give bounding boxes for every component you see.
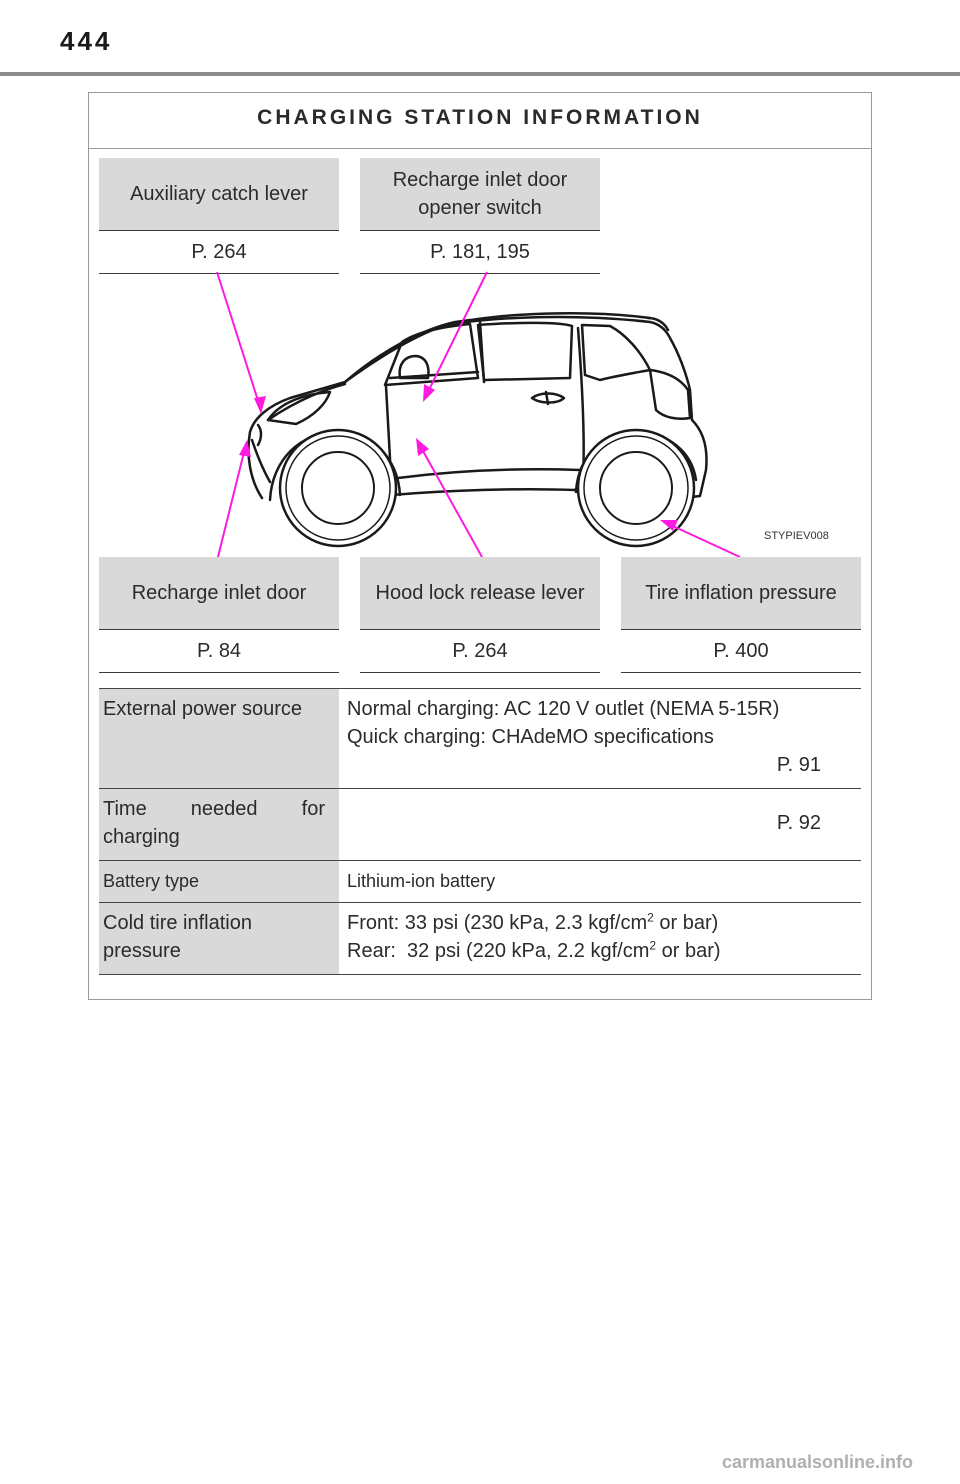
- callout-hood-lock-release-lever: [360, 557, 600, 673]
- spec-value: [347, 689, 855, 789]
- leader-tire-inflation: [664, 522, 740, 557]
- spec-key: Cold tire inflation pressure: [99, 903, 339, 975]
- spec-row-external-power: [99, 688, 861, 789]
- callout-label: Tire inflation pressure: [621, 557, 861, 629]
- callout-page-ref[interactable]: P. 181, 195: [360, 230, 600, 274]
- front-pressure: Front: 33 psi (230 kPa, 2.3 kgf/$cm^2$ or bar): [347, 910, 719, 934]
- section-title: CHARGING STATION INFORMATION: [89, 93, 871, 149]
- spec-value-line: Normal charging: AC 120 V outlet (NEMA 5-15R): [347, 698, 780, 720]
- callout-page-ref[interactable]: P. 400: [621, 629, 861, 673]
- leader-auxiliary-catch-lever: [217, 272, 261, 410]
- page-number: 444: [60, 26, 113, 56]
- rear-pressure: Rear: 32 psi (220 kPa, 2.2 kgf/$cm^2$ or bar): [347, 938, 721, 962]
- watermark: carmanualsonline.info: [722, 1452, 914, 1472]
- leader-recharge-inlet-door: [218, 444, 246, 557]
- page-ref[interactable]: P. 92: [776, 812, 821, 834]
- callout-tire-inflation-pressure: [621, 557, 861, 673]
- spec-key: Time needed for charging: [99, 789, 339, 861]
- callout-page-ref[interactable]: P. 84: [99, 629, 339, 673]
- callout-label: Recharge inlet door opener switch: [360, 158, 600, 230]
- spec-value-line: Quick charging: CHAdeMO specifications: [347, 726, 714, 748]
- callout-label: Hood lock release lever: [360, 557, 600, 629]
- spec-key: External power source: [99, 689, 339, 789]
- leader-hood-lock-release: [418, 442, 482, 557]
- callout-label: Auxiliary catch lever: [99, 158, 339, 230]
- spec-row-time-needed: [99, 788, 861, 861]
- callout-page-ref[interactable]: P. 264: [99, 230, 339, 274]
- spec-value: [347, 903, 855, 975]
- callout-page-ref[interactable]: P. 264: [360, 629, 600, 673]
- page-ref[interactable]: P. 91: [776, 754, 821, 776]
- spec-value: [347, 789, 855, 861]
- arrowhead-icon: [423, 384, 435, 402]
- callout-label: Recharge inlet door: [99, 557, 339, 629]
- spec-value: Lithium-ion battery: [347, 871, 496, 891]
- front-wheel: [280, 430, 396, 546]
- callout-recharge-inlet-door: [99, 557, 339, 673]
- table-bottom-rule: [99, 974, 861, 975]
- spec-row-cold-tire-pressure: [99, 902, 861, 975]
- spec-key: Battery type: [99, 861, 339, 903]
- spec-row-battery-type: [99, 860, 861, 903]
- figure-code: STYPIEV008: [764, 530, 829, 542]
- arrowhead-icon: [416, 438, 429, 456]
